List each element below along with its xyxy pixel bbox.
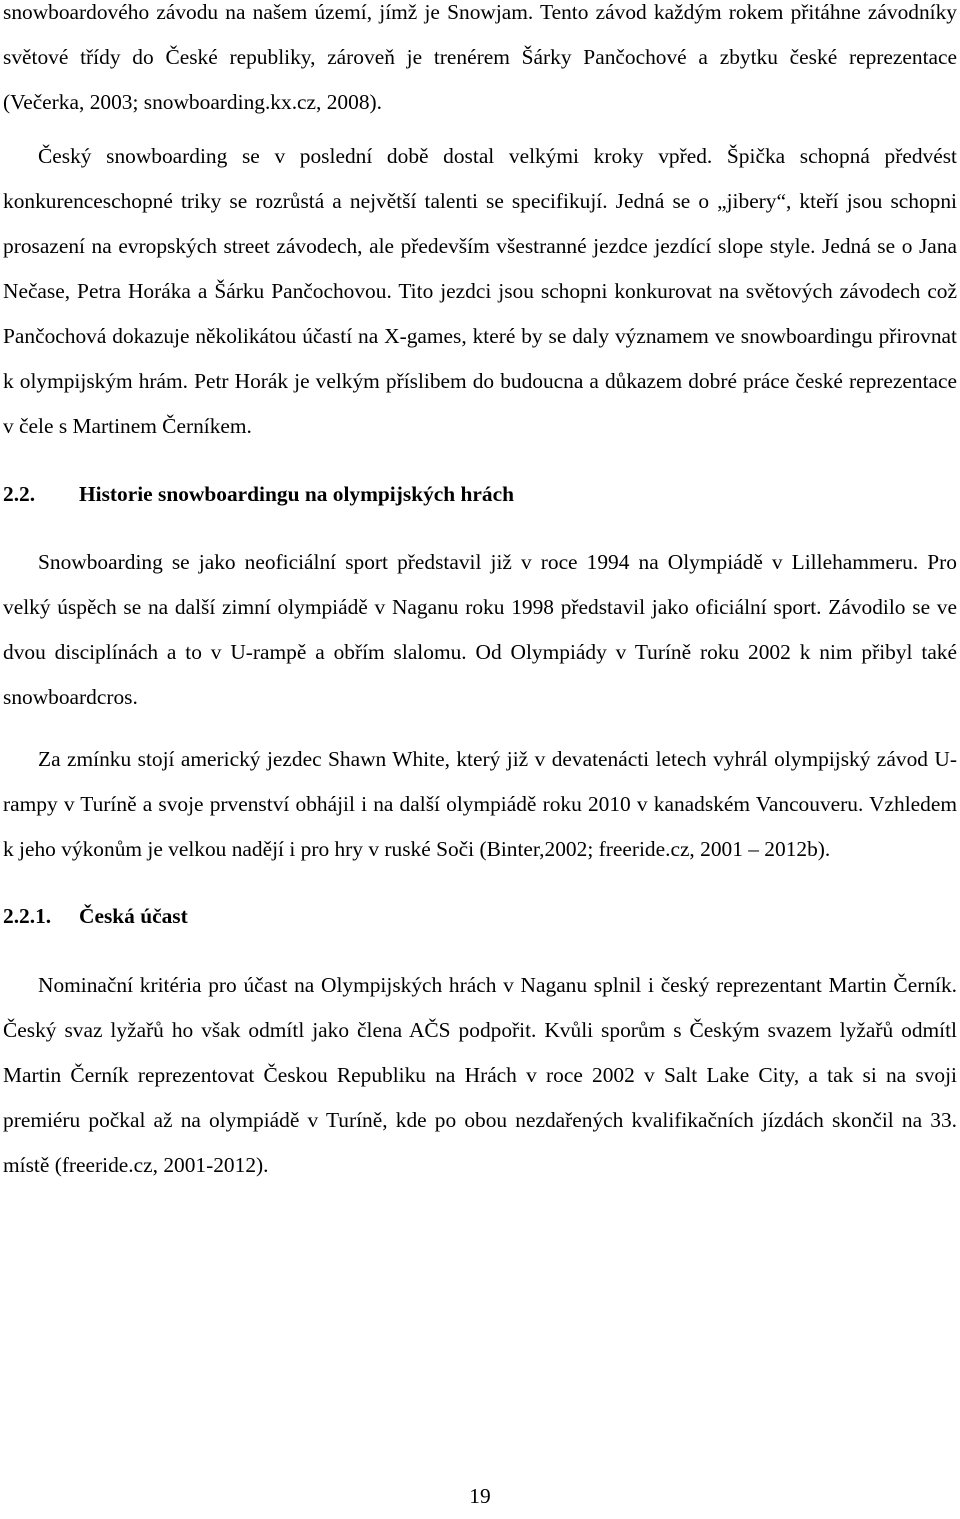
paragraph-olympic-history: Snowboarding se jako neoficiální sport představil již v roce 1994 na Olympiádě v Lillehammeru. Pro velký úspěch se na další zimní olympiádě v Naganu roku 1998 představil jako oficiální sport. Závodilo se ve dvou disciplínách a to v U-rampě a obřím slalomu. Od Olympiády v Turíně roku 2002 k nim přibyl také snowboardcros. <box>3 550 957 709</box>
paragraph-czech-participation: Nominační kritéria pro účast na Olympijských hrách v Naganu splnil i český reprezentant Martin Černík. Český svaz lyžařů ho však odmítl jako člena AČS podpořit. Kvůli sporům s Českým svazem lyžařů odmítl Martin Černík reprezentovat Českou Republiku na Hrách v roce 2002 v Salt Lake City, a tak si na svoji premiéru počkal až na olympiádě v Turíně, kde po obou nezdařených kvalifikačních jízdách skončil na 33. místě (freeride.cz, 2001-2012). <box>3 973 957 1177</box>
paragraph-shawn-white: Za zmínku stojí americký jezdec Shawn White, který již v devatenácti letech vyhrál olympijský závod U-rampy v Turíně a svoje prvenství obhájil i na další olympiádě roku 2010 v kanadském Vancouveru. Vzhledem k jeho výkonům je velkou nadějí i pro hry v ruské Soči (Binter,2002; freeride.cz, 2001 – 2012b). <box>3 747 957 861</box>
section-heading-2-2 <box>3 472 957 517</box>
page-number: 19 <box>469 1484 491 1508</box>
section-heading-2-2-1 <box>3 894 957 939</box>
paragraph-czech-snowboarding: Český snowboarding se v poslední době dostal velkými kroky vpřed. Špička schopná předvést konkurenceschopné triky se rozrůstá a největší talenti se specifikují. Jedná se o „jibery“, kteří jsou schopni prosazení na evropských street závodech, ale především všestranné jezdce jezdící slope style. Jedná se o Jana Nečase, Petra Horáka a Šárku Pančochovou. Tito jezdci jsou schopni konkurovat na světových závodech což Pančochová dokazuje několikátou účastí na X-games, které by se daly významem ve snowboardingu přirovnat k olympijským hrám. Petr Horák je velkým příslibem do budoucna a důkazem dobré práce české reprezentace v čele s Martinem Černíkem. <box>3 144 957 438</box>
subsection-number: 2.2.1. <box>3 904 52 928</box>
paragraph-snowjam: snowboardového závodu na našem území, jímž je Snowjam. Tento závod každým rokem přitáhne závodníky světové třídy do České republiky, zároveň je trenérem Šárky Pančochové a zbytku české reprezentace (Večerka, 2003; snowboarding.kx.cz, 2008). <box>3 0 957 114</box>
subsection-title: Česká účast <box>79 904 188 928</box>
section-number: 2.2. <box>3 482 36 506</box>
section-title: Historie snowboardingu na olympijských hrách <box>79 482 515 506</box>
document-page <box>3 0 957 1188</box>
